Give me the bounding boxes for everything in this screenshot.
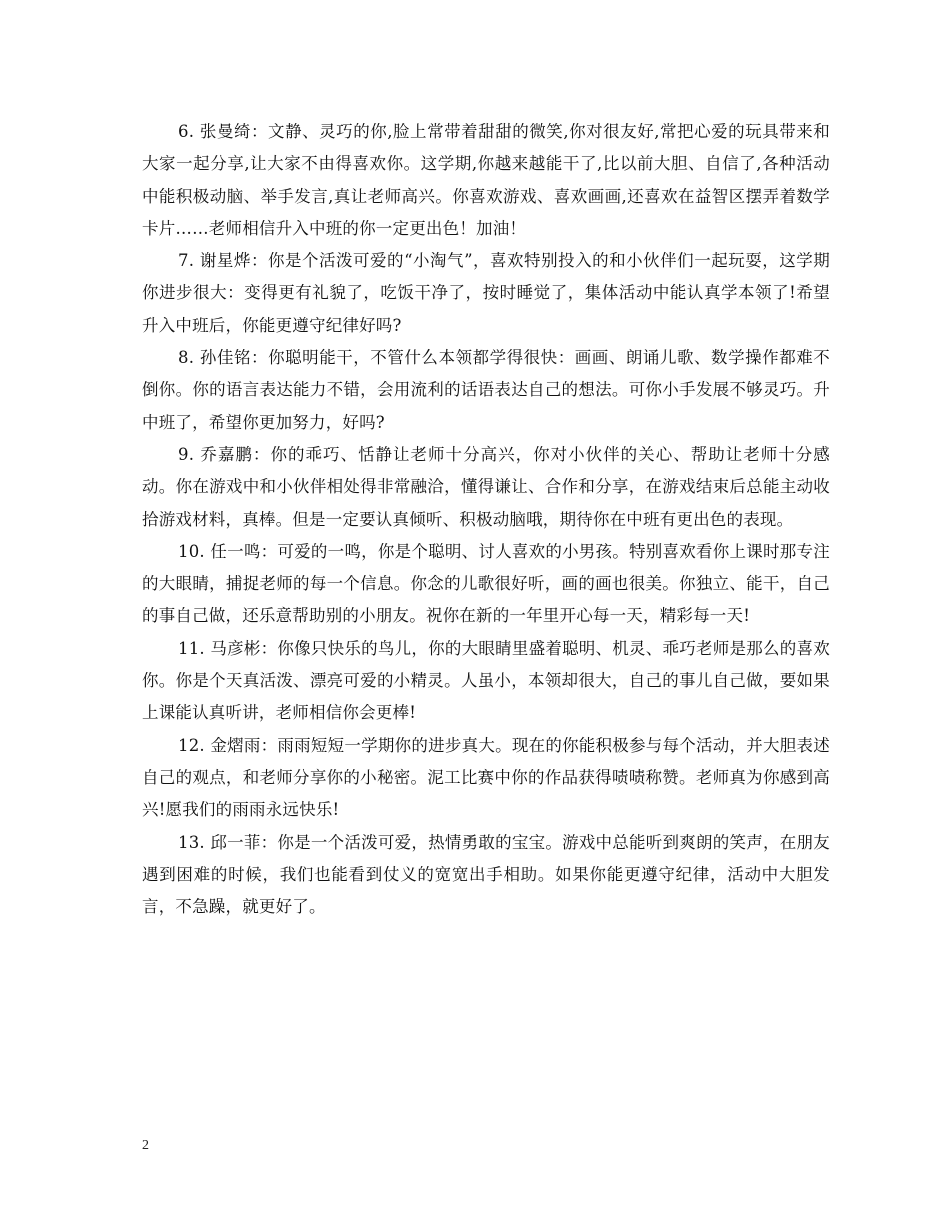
paragraph-student-6: 6. 张曼绮：文静、灵巧的你,脸上常带着甜甜的微笑,你对很友好,常把心爱的玩具带来和大家一起分享,让大家不由得喜欢你。这学期,你越来越能干了,比以前大胆、自信了,各种活动中能积极动脑、举手发言,真让老师高兴。你喜欢游戏、喜欢画画,还喜欢在益智区摆弄着数学卡片……老师相信升入中班的你一定更出色！加油！ — [142, 122, 830, 238]
paragraph-student-10: 10. 任一鸣：可爱的一鸣，你是个聪明、讨人喜欢的小男孩。特别喜欢看你上课时那专注的大眼睛，捕捉老师的每一个信息。你念的儿歌很好听，画的画也很美。你独立、能干，自己的事自己做，还乐意帮助别的小朋友。祝你在新的一年里开心每一天，精彩每一天! — [142, 541, 830, 626]
paragraph-student-7: 7. 谢星烨：你是个活泼可爱的“小淘气”，喜欢特别投入的和小伙伴们一起玩耍，这学期你进步很大：变得更有礼貌了，吃饭干净了，按时睡觉了，集体活动中能认真学本领了!希望升入中班后，你能更遵守纪律好吗? — [142, 251, 830, 335]
paragraph-student-13: 13. 邱一菲：你是一个活泼可爱，热情勇敢的宝宝。游戏中总能听到爽朗的笑声，在朋友遇到困难的时候，我们也能看到仗义的宽宽出手相助。如果你能更遵守纪律，活动中大胆发言，不急躁，就更好了。 — [142, 832, 830, 917]
document-body — [142, 116, 830, 923]
paragraph-student-9: 9. 乔嘉鹏：你的乖巧、恬静让老师十分高兴，你对小伙伴的关心、帮助让老师十分感动。你在游戏中和小伙伴相处得非常融洽，懂得谦让、合作和分享，在游戏结束后总能主动收拾游戏材料，真棒。但是一定要认真倾听、积极动脑哦，期待你在中班有更出色的表现。 — [142, 444, 830, 529]
page-number: 2 — [142, 1138, 149, 1153]
paragraph-student-11: 11. 马彦彬：你像只快乐的鸟儿，你的大眼睛里盛着聪明、机灵、乖巧老师是那么的喜欢你。你是个天真活泼、漂亮可爱的小精灵。人虽小，本领却很大，自己的事儿自己做，要如果上课能认真听讲，老师相信你会更棒! — [142, 638, 830, 723]
paragraph-student-8: 8. 孙佳铭：你聪明能干，不管什么本领都学得很快：画画、朗诵儿歌、数学操作都难不倒你。你的语言表达能力不错，会用流利的话语表达自己的想法。可你小手发展不够灵巧。升中班了，希望你更加努力，好吗? — [142, 348, 830, 432]
paragraph-student-12: 12. 金熠雨：雨雨短短一学期你的进步真大。现在的你能积极参与每个活动，并大胆表述自己的观点，和老师分享你的小秘密。泥工比赛中你的作品获得啧啧称赞。老师真为你感到高兴!愿我们的雨雨永远快乐! — [142, 735, 830, 820]
